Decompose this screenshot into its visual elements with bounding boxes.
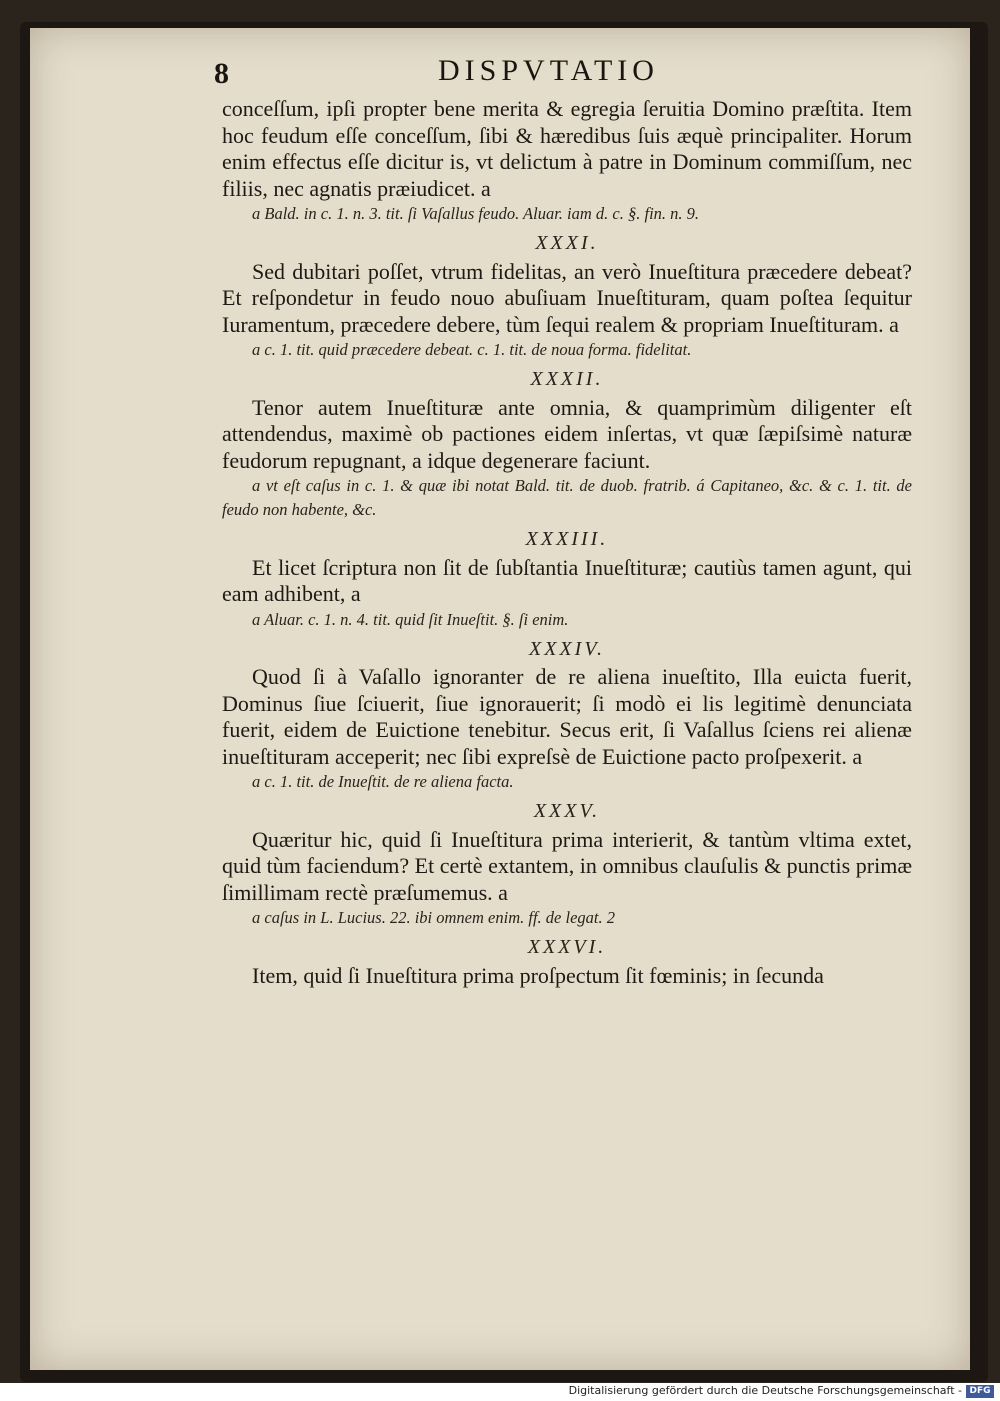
paragraph: Et licet ſcriptura non ſit de ſubſtantia Inueſtituræ; cautiùs tamen agunt, qui eam adhibent, a [222, 554, 912, 606]
footer-bar [0, 1383, 1000, 1401]
section-number: XXXI. [535, 232, 599, 254]
paragraph: Quæritur hic, quid ſi Inueſtitura prima interierit, & tantùm vltima extet, quid tùm faciendum? Et certè extantem, in omnibus clauſulis & punctis primæ ſimillimam rectè præſumemus. a [222, 826, 912, 905]
section-number: XXXII. [530, 368, 604, 390]
text-block [222, 96, 912, 989]
footnote: a Bald. in c. 1. n. 3. tit. ſi Vaſallus feudo. Aluar. iam d. c. §. fin. n. 9. [252, 204, 700, 223]
footnote: a c. 1. tit. quid præcedere debeat. c. 1. tit. de noua forma. fidelitat. [252, 340, 692, 359]
paragraph: Item, quid ſi Inueſtitura prima proſpectum ſit fœminis; in ſecunda [252, 962, 824, 988]
footnote: a Aluar. c. 1. n. 4. tit. quid ſit Inueſtit. §. ſi enim. [252, 609, 569, 629]
section-number: XXXV. [533, 800, 601, 822]
funding-credit: Digitalisierung gefördert durch die Deutsche Forschungsgemeinschaft - [568, 1384, 962, 1397]
paragraph: conceſſum, ipſi propter bene merita & egregia ſeruitia Domino præſtita. Item hoc feudum eſſe conceſſum, ſibi & hæredibus ſuis æquè principaliter. Horum enim effectus eſſe dicitur is, vt delictum à patre in Dominum commiſſum, nec filiis, nec agnatis præiudicet. a [222, 96, 912, 201]
section-number: XXXIII. [525, 528, 609, 550]
footnote: a caſus in L. Lucius. 22. ibi omnem enim. ff. de legat. 2 [252, 908, 615, 927]
dfg-logo-icon: DFG [966, 1385, 994, 1398]
footnote: a c. 1. tit. de Inueſtit. de re aliena facta. [252, 772, 514, 791]
paragraph: Quod ſi à Vaſallo ignoranter de re aliena inueſtito, Illa euicta fuerit, Dominus ſiue ſciuerit, ſiue ignorauerit; ſi modò ei lis legitimè denunciata fuerit, eidem de Euictione tenebitur. Secus erit, ſi Vaſallus ſciens rei alienæ inueſtituram acceperit; nec ſibi expreſsè de Euictione pacto proſpexerit. a [222, 664, 912, 769]
section-number: XXXVI. [527, 936, 607, 958]
page-number: 8 [214, 57, 229, 90]
running-head: DISPVTATIO [438, 54, 659, 87]
paragraph: Tenor autem Inueſtituræ ante omnia, & quamprimùm diligenter eſt attendendus, maximè ob pactiones eidem inſertas, vt quæ ſæpiſsimè naturæ feudorum repugnant, a idque degenerare faciunt. [222, 394, 912, 473]
footnote: a vt eſt caſus in c. 1. & quæ ibi notat Bald. tit. de duob. fratrib. á Capitaneo, &c. & c. 1. tit. de feudo non habente, &c. [222, 476, 912, 519]
paragraph: Sed dubitari poſſet, vtrum fidelitas, an verò Inueſtitura præcedere debeat? Et reſpondetur in feudo nouo abuſiuam Inueſtituram, quam poſtea ſequitur Iuramentum, præcedere debere, tùm ſequi realem & propriam Inueſtituram. a [222, 258, 912, 337]
section-number: XXXIV. [529, 637, 605, 660]
